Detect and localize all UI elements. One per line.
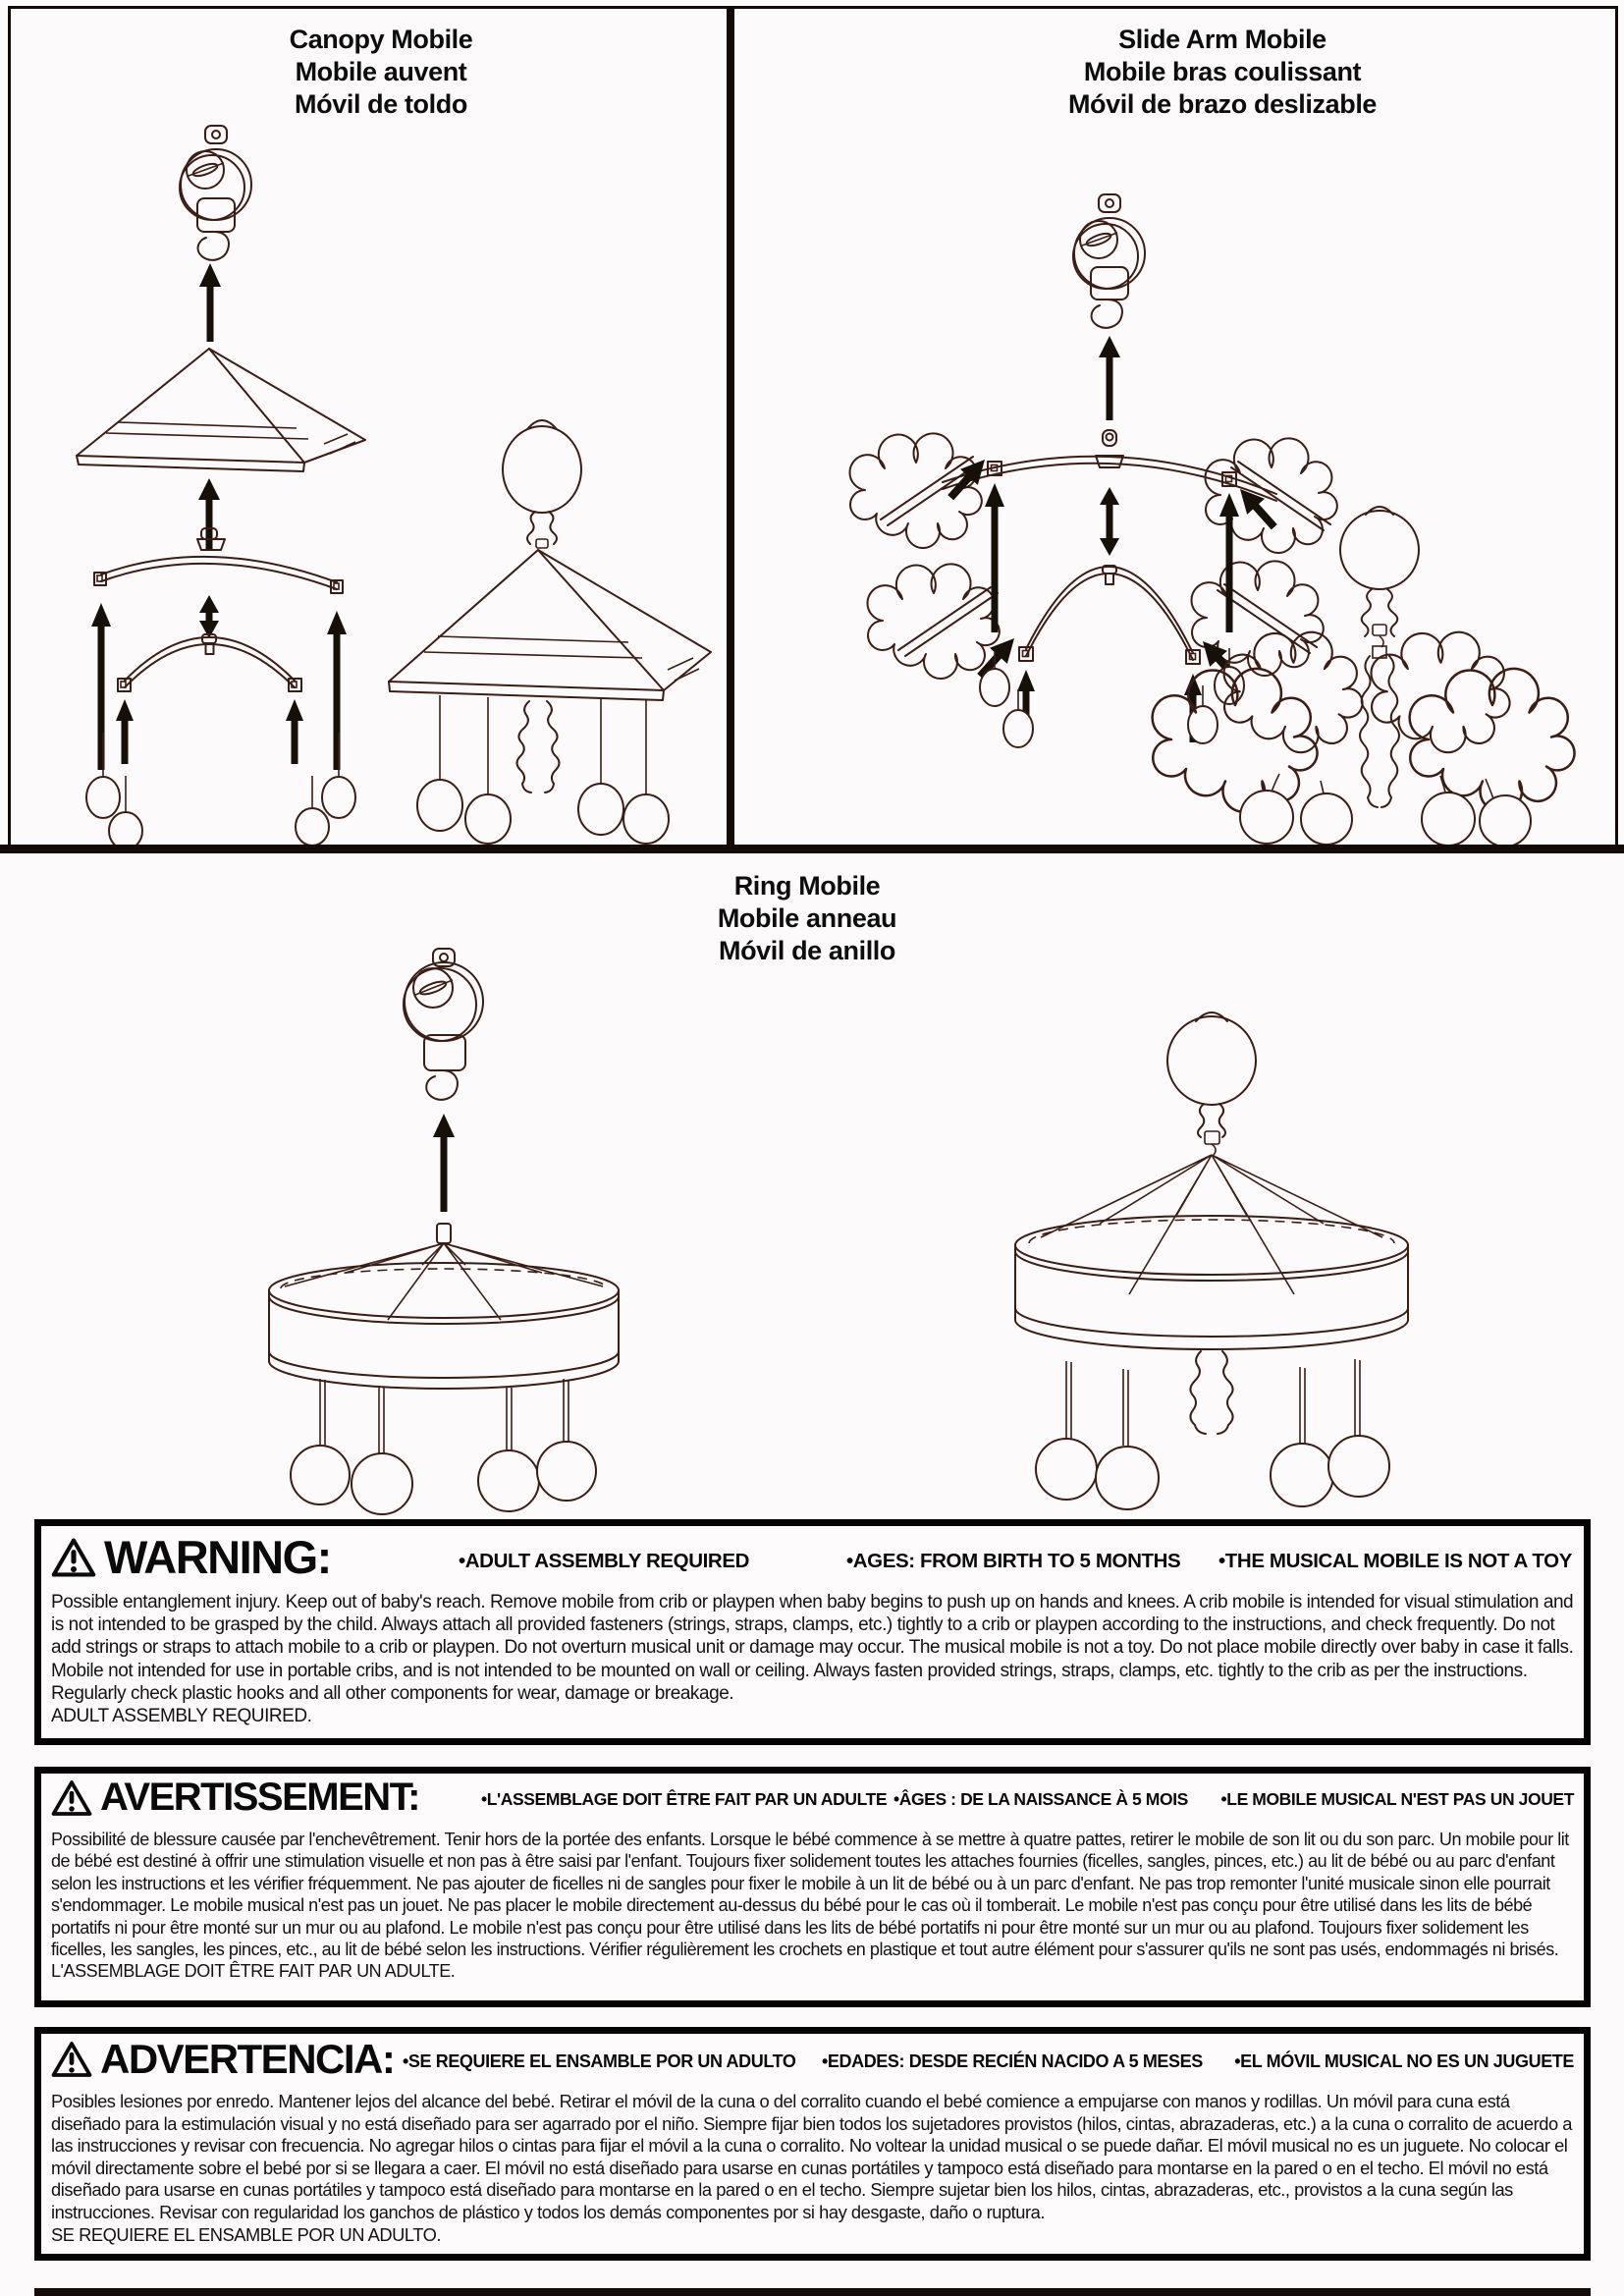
canopy-hanger-hook-drawing xyxy=(180,126,251,260)
slide-arm-mobile-diagram xyxy=(731,0,1624,845)
canopy-title-en: Canopy Mobile xyxy=(289,25,473,54)
canopy-exploded-drawing xyxy=(77,349,365,845)
warning-bullet-en-1: •ADULT ASSEMBLY REQUIRED xyxy=(459,1550,749,1572)
cloud-part-lower-left xyxy=(867,564,999,679)
canopy-title-fr: Mobile auvent xyxy=(295,57,467,86)
warning-bullet-fr-1: •L'ASSEMBLAGE DOIT ÊTRE FAIT PAR UN ADULTE xyxy=(481,1789,888,1809)
slide-arm-title-fr: Mobile bras coulissant xyxy=(1083,57,1362,86)
warning-bullet-es-1: •SE REQUIERE EL ENSAMBLE POR UN ADULTO xyxy=(403,2051,796,2071)
ring-title-es: Móvil de anillo xyxy=(718,936,896,965)
slide-arm-exploded-drawing xyxy=(849,430,1336,747)
slide-arm-hanger-hook-drawing xyxy=(1073,194,1145,328)
canopy-title-es: Móvil de toldo xyxy=(295,89,467,119)
warning-triangle-icon xyxy=(51,2041,92,2078)
warning-bullet-en-3: •THE MUSICAL MOBILE IS NOT A TOY xyxy=(1218,1550,1572,1572)
warning-bullet-fr-2: •ÂGES : DE LA NAISSANCE À 5 MOIS xyxy=(893,1789,1188,1809)
ring-exploded-drawing xyxy=(269,1224,619,1514)
warning-triangle-icon xyxy=(51,1779,92,1817)
warning-triangle-icon xyxy=(51,1537,96,1578)
cloud-part-upper-right xyxy=(1205,438,1336,553)
warning-body-fr: Possibilité de blessure causée par l'enchevêtrement. Tenir hors de la portée des enfants. Lorsque le bébé commence à se mettre à quatre pattes, retirer le mobile de son lit ou du son parc. Un mobile pour lit de bébé est destiné à offrir une stimulation visuelle et non pas à être saisi par l'enfant. Toujours fixer solidement toutes les attaches fournies (ficelles, sangles, pinces, etc.) au lit de bébé ou au parc d'enfant selon les instructions et les vérifier fréquemment. Ne pas ajouter de ficelles ni de sangles pour fixer le mobile à un lit de bébé ou à un parc d'enfant. Ne pas trop remonter l'unité musicale sinon elle pourrait s'endommager. Le mobile musical n'est pas un jouet. Ne pas placer le mobile directement au-dessus du bébé pour le cas où il tomberait. Le mobile n'est pas conçu pour être utilisé dans les lits de bébé portatifs ni pour être monté sur un mur ou au plafond. Le mobile n'est pas conçu pour être utilisé dans les lits de bébé portatifs ni pour être monté sur un mur ou au plafond. Toujours fixer solidement les ficelles, les sangles, les pinces, etc., au lit de bébé selon les instructions. Vérifier régulièrement les crochets en plastique et tout autre élément pour s'assurer qu'ils ne sont pas usés, endommagés ni brisés. xyxy=(51,1830,1569,1960)
warning-footer-fr: L'ASSEMBLAGE DOIT ÊTRE FAIT PAR UN ADULTE. xyxy=(51,1961,456,1982)
slide-arm-title-es: Móvil de brazo deslizable xyxy=(1067,89,1378,119)
ring-assembled-drawing xyxy=(1015,1012,1408,1509)
warning-body-en: Possible entanglement injury. Keep out of baby's reach. Remove mobile from crib or playpen when baby begins to push up on hands and knees. A crib mobile is intended for visual stimulation and is not intended to be grasped by the child. Always attach all provided fasteners (strings, straps, clamps, etc.) tightly to a crib or playpen according to the instructions, and check frequently. Do not add strings or straps to attach mobile to a crib or playpen. Do not overturn musical unit or damage may occur. The musical mobile is not a toy. Do not place mobile directly over baby in case it falls. Mobile not intended for use in portable cribs, and is not intended to be mounted on wall or ceiling. Always fasten provided strings, straps, clamps, etc. tightly to the crib as per the instructions. Regularly check plastic hooks and all other components for wear, damage or breakage. xyxy=(51,1592,1574,1704)
canopy-mobile-diagram xyxy=(0,0,731,845)
warning-bullet-fr-3: •LE MOBILE MUSICAL N'EST PAS UN JOUET xyxy=(1220,1789,1574,1809)
warning-bullet-es-3: •EL MÓVIL MUSICAL NO ES UN JUGUETE xyxy=(1234,2051,1574,2071)
warning-bullet-es-2: •EDADES: DESDE RECIÉN NACIDO A 5 MESES xyxy=(822,2051,1203,2071)
slide-arm-assembly-arrow xyxy=(1099,336,1120,420)
warning-heading-es: ADVERTENCIA: xyxy=(100,2036,395,2082)
canopy-assembly-arrow-1 xyxy=(199,263,221,342)
warning-footer-es: SE REQUIERE EL ENSAMBLE POR UN ADULTO. xyxy=(51,2223,442,2245)
warning-box-en xyxy=(34,1519,1591,1745)
warning-footer-en: ADULT ASSEMBLY REQUIRED. xyxy=(51,1706,312,1727)
warning-box-fr xyxy=(34,1767,1591,2007)
ring-title-fr: Mobile anneau xyxy=(717,903,897,933)
ring-hanger-hook-drawing xyxy=(404,949,483,1100)
warning-heading-fr: AVERTISSEMENT: xyxy=(100,1776,419,1819)
ring-assembly-arrow xyxy=(433,1114,455,1212)
warning-body-es: Posibles lesiones por enredo. Mantener lejos del alcance del bebé. Retirar el móvil de la cuna o del corralito cuando el bebé comience a empujarse con manos y rodillas. Un móvil para cuna está diseñado para la estimulación visual y no está diseñado para ser agarrado por el niño. Siempre fijar bien todos los sujetadores provistos (hilos, cintas, abrazaderas, etc.) a la cuna o corralito de acuerdo a las instrucciones y revisar con frecuencia. No agregar hilos o cintas para fijar el móvil a la cuna o corralito. No voltear la unidad musical o se puede dañar. El móvil musical no es un juguete. No colocar el móvil directamente sobre el bebé por si se llegara a caer. El móvil no está diseñado para usarse en cunas portátiles y tampoco está diseñado para montarse en la pared o en el techo. El móvil no está diseñado para usarse en cunas portátiles y tampoco está diseñado para montarse en la pared o en el techo. Siempre sujetar bien los hilos, cintas, abrazaderas, etc., provistos a la cuna según las instrucciones. Revisar con regularidad los ganchos de plástico y todos los demás componentes por si hay desgaste, daño o ruptura. xyxy=(51,2091,1573,2222)
canopy-assembled-drawing xyxy=(389,420,711,844)
warning-box-es xyxy=(34,2027,1591,2261)
warning-heading-en: WARNING: xyxy=(104,1531,331,1583)
ring-title-en: Ring Mobile xyxy=(733,871,881,901)
warning-bullet-en-2: •AGES: FROM BIRTH TO 5 MONTHS xyxy=(846,1550,1181,1572)
cutoff-next-box-border xyxy=(34,2288,1591,2296)
slide-arm-title-en: Slide Arm Mobile xyxy=(1118,25,1326,54)
ring-mobile-diagram xyxy=(0,852,1624,1516)
